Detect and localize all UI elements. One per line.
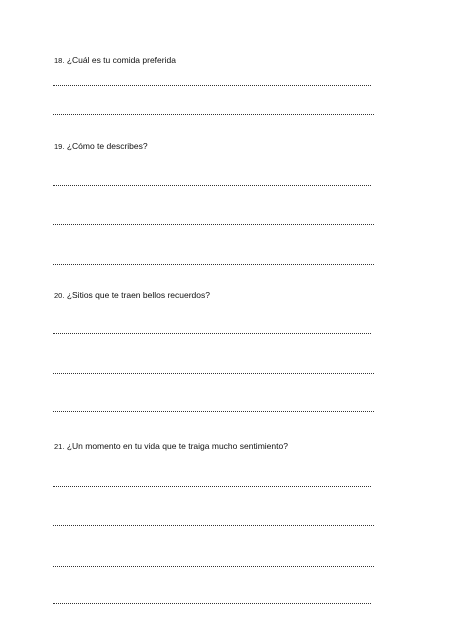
answer-line[interactable] <box>53 264 374 265</box>
question-18 <box>54 55 176 66</box>
answer-line[interactable] <box>53 603 371 604</box>
question-text: ¿Un momento en tu vida que te traiga mucho sentimiento? <box>66 441 288 451</box>
question-20 <box>54 290 210 301</box>
question-number: 20. <box>54 291 65 300</box>
question-number: 18. <box>54 56 65 65</box>
question-number: 19. <box>54 142 65 151</box>
answer-line[interactable] <box>53 185 371 186</box>
answer-line[interactable] <box>53 411 374 412</box>
answer-line[interactable] <box>53 486 371 487</box>
question-text: ¿Cómo te describes? <box>66 141 148 151</box>
question-19 <box>54 141 148 152</box>
answer-line[interactable] <box>53 525 374 526</box>
answer-line[interactable] <box>53 114 374 115</box>
question-number: 21. <box>54 442 65 451</box>
question-text: ¿Cuál es tu comida preferida <box>66 55 176 65</box>
answer-line[interactable] <box>53 373 374 374</box>
answer-line[interactable] <box>53 566 374 567</box>
answer-line[interactable] <box>53 224 374 225</box>
question-text: ¿Sitios que te traen bellos recuerdos? <box>66 290 210 300</box>
question-21 <box>54 441 288 452</box>
answer-line[interactable] <box>53 333 371 334</box>
answer-line[interactable] <box>53 85 371 86</box>
